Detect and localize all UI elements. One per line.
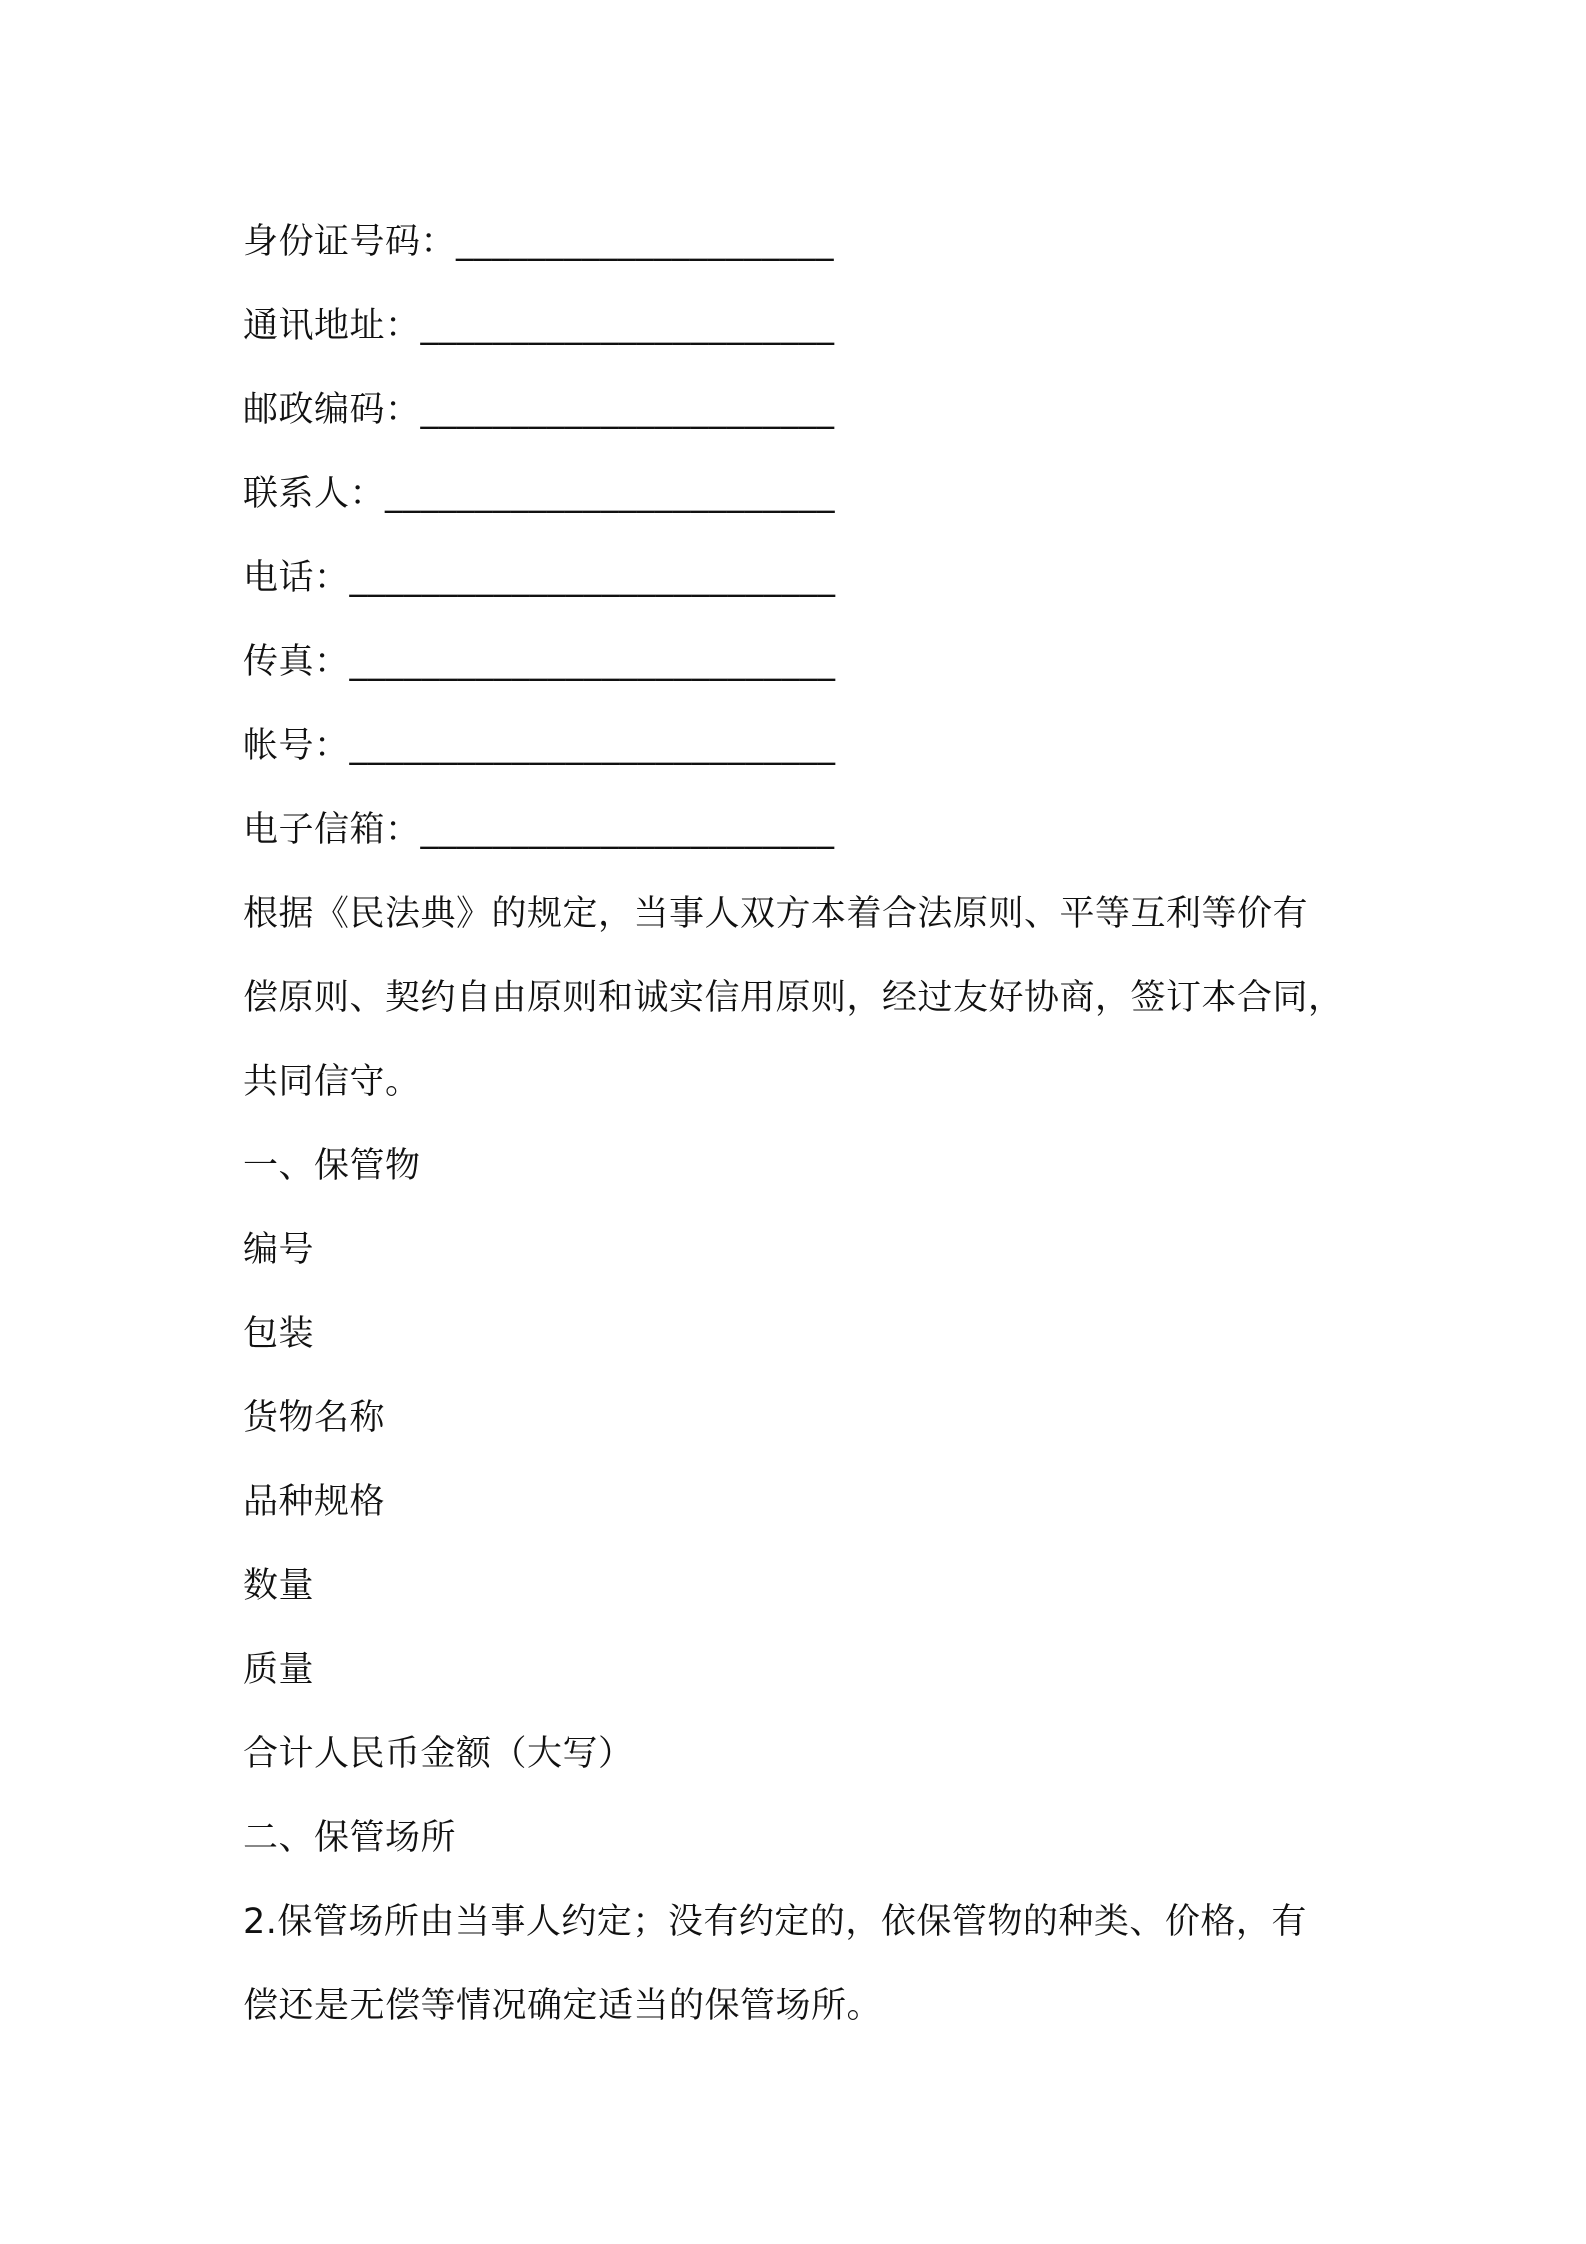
field-blank: ___________________________ xyxy=(349,726,836,766)
field-blank: ___________________________ xyxy=(349,642,836,682)
field-id-number xyxy=(243,200,1363,284)
list-item: 包装 xyxy=(243,1314,315,1354)
list-item: 品种规格 xyxy=(243,1482,386,1522)
field-fax xyxy=(243,620,1363,704)
section-heading: 二、保管场所 xyxy=(243,1818,457,1858)
preamble-line-1: 根据《民法典》的规定，当事人双方本着合法原则、平等互利等价有 xyxy=(243,894,1309,934)
preamble-line-3: 共同信守。 xyxy=(243,1062,421,1102)
paragraph-line-2: 偿还是无偿等情况确定适当的保管场所。 xyxy=(243,1986,883,2026)
field-phone xyxy=(243,536,1363,620)
preamble-line-2: 偿原则、契约自由原则和诚实信用原则，经过友好协商，签订本合同， xyxy=(243,978,1344,1018)
field-label: 电话： xyxy=(243,558,350,598)
list-item: 货物名称 xyxy=(243,1398,386,1438)
list-item: 合计人民币金额（大写） xyxy=(243,1734,634,1774)
list-item: 编号 xyxy=(243,1230,315,1270)
field-account xyxy=(243,704,1363,788)
list-item: 数量 xyxy=(243,1566,315,1606)
paragraph-line-1: 2.保管场所由当事人约定；没有约定的，依保管物的种类、价格，有 xyxy=(243,1902,1307,1942)
field-label: 身份证号码： xyxy=(243,222,457,262)
field-label: 邮政编码： xyxy=(243,390,421,430)
field-postcode xyxy=(243,368,1363,452)
field-blank: _______________________ xyxy=(420,810,835,850)
document-page xyxy=(243,200,1363,2048)
field-blank: _______________________ xyxy=(420,306,835,346)
field-blank: ___________________________ xyxy=(349,558,836,598)
field-label: 传真： xyxy=(243,642,350,682)
field-email xyxy=(243,788,1363,872)
field-contact xyxy=(243,452,1363,536)
field-address xyxy=(243,284,1363,368)
field-label: 帐号： xyxy=(243,726,350,766)
field-label: 通讯地址： xyxy=(243,306,421,346)
list-item: 质量 xyxy=(243,1650,315,1690)
field-blank: _________________________ xyxy=(385,474,836,514)
field-blank: _______________________ xyxy=(420,390,835,430)
field-blank: _____________________ xyxy=(456,222,835,262)
field-label: 电子信箱： xyxy=(243,810,421,850)
section-heading: 一、保管物 xyxy=(243,1146,421,1186)
field-label: 联系人： xyxy=(243,474,386,514)
